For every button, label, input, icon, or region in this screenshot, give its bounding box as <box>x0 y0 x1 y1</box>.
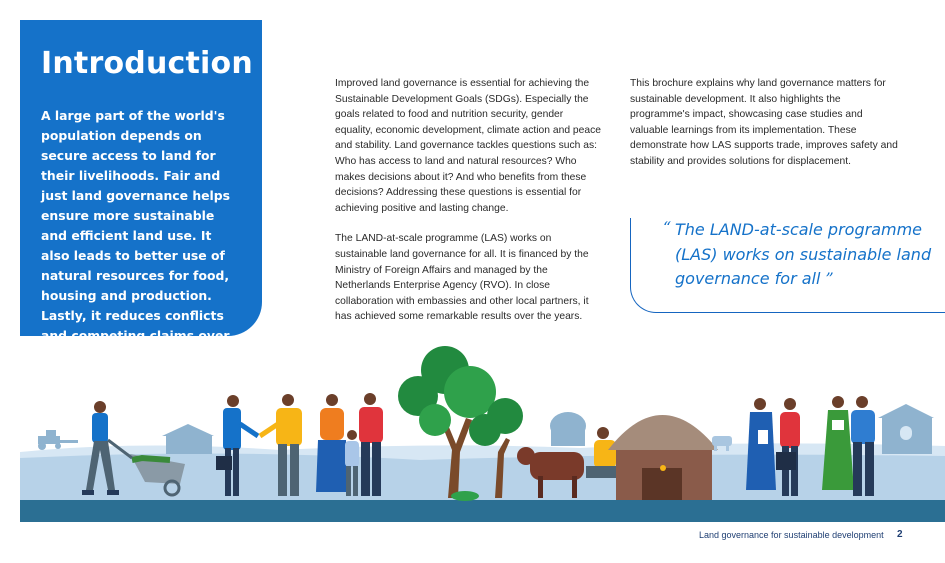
intro-lead-text: A large part of the world's population depends on secure access to land for their livelihoods. Fair and just land governance helps ensure more sustainable and efficient land use. It also leads to better use of natural resources for food, housing and production. Lastly, it reduces conflicts and competing claims over land. <box>41 108 231 363</box>
body-paragraph: Improved land governance is essential for achieving the Sustainable Development Goals (SDGs). Especially the goals related to food and nutrition security, gender equality, economic development, climate action and peace and stability. Land governance tackles questions such as: Who has access to land and natural resources? Who makes decisions about it? And who benefits from these decisions? Addressing these questions is essential for achieving positive and lasting change. <box>335 78 601 214</box>
page-title: Introduction <box>41 46 253 81</box>
ground-strip <box>20 500 945 522</box>
quote-close-mark: ” <box>825 269 834 288</box>
intro-box <box>20 20 262 363</box>
footer-title: Land governance for sustainable development <box>699 530 884 540</box>
woman-orange <box>316 394 348 492</box>
page-number: 2 <box>897 529 903 540</box>
quote-open-mark: “ <box>663 218 672 237</box>
water-tower-icon <box>550 412 586 446</box>
pull-quote-text <box>675 218 945 292</box>
pull-quote <box>630 218 945 313</box>
house-icon <box>162 424 214 454</box>
body-column-1 <box>335 76 603 325</box>
community-illustration <box>20 340 945 522</box>
house-icon-right <box>878 404 934 454</box>
hut-icon <box>608 415 718 500</box>
body-paragraph: This brochure explains why land governance matters for sustainable development. It also highlights the programme's impact, showcasing case studies and valuable learnings from its implementation. These demonstrate how LAS supports trade, improves safety and stability and provides solutions for displacement. <box>630 78 898 167</box>
woman-green-dress <box>822 396 854 490</box>
body-column-2 <box>630 76 902 170</box>
body-paragraph: The LAND-at-scale programme (LAS) works on sustainable land governance for all. It is financed by the Ministry of Foreign Affairs and managed by the Netherlands Enterprise Agency (RVO). In close collaboration with embassies and other local partners, it has achieved some remarkable results over the years. <box>335 233 589 323</box>
woman-blue-dress <box>746 398 776 490</box>
tractor-icon <box>38 430 78 450</box>
quote-body: The LAND-at-scale programme (LAS) works on sustainable land governance for all <box>675 220 932 288</box>
